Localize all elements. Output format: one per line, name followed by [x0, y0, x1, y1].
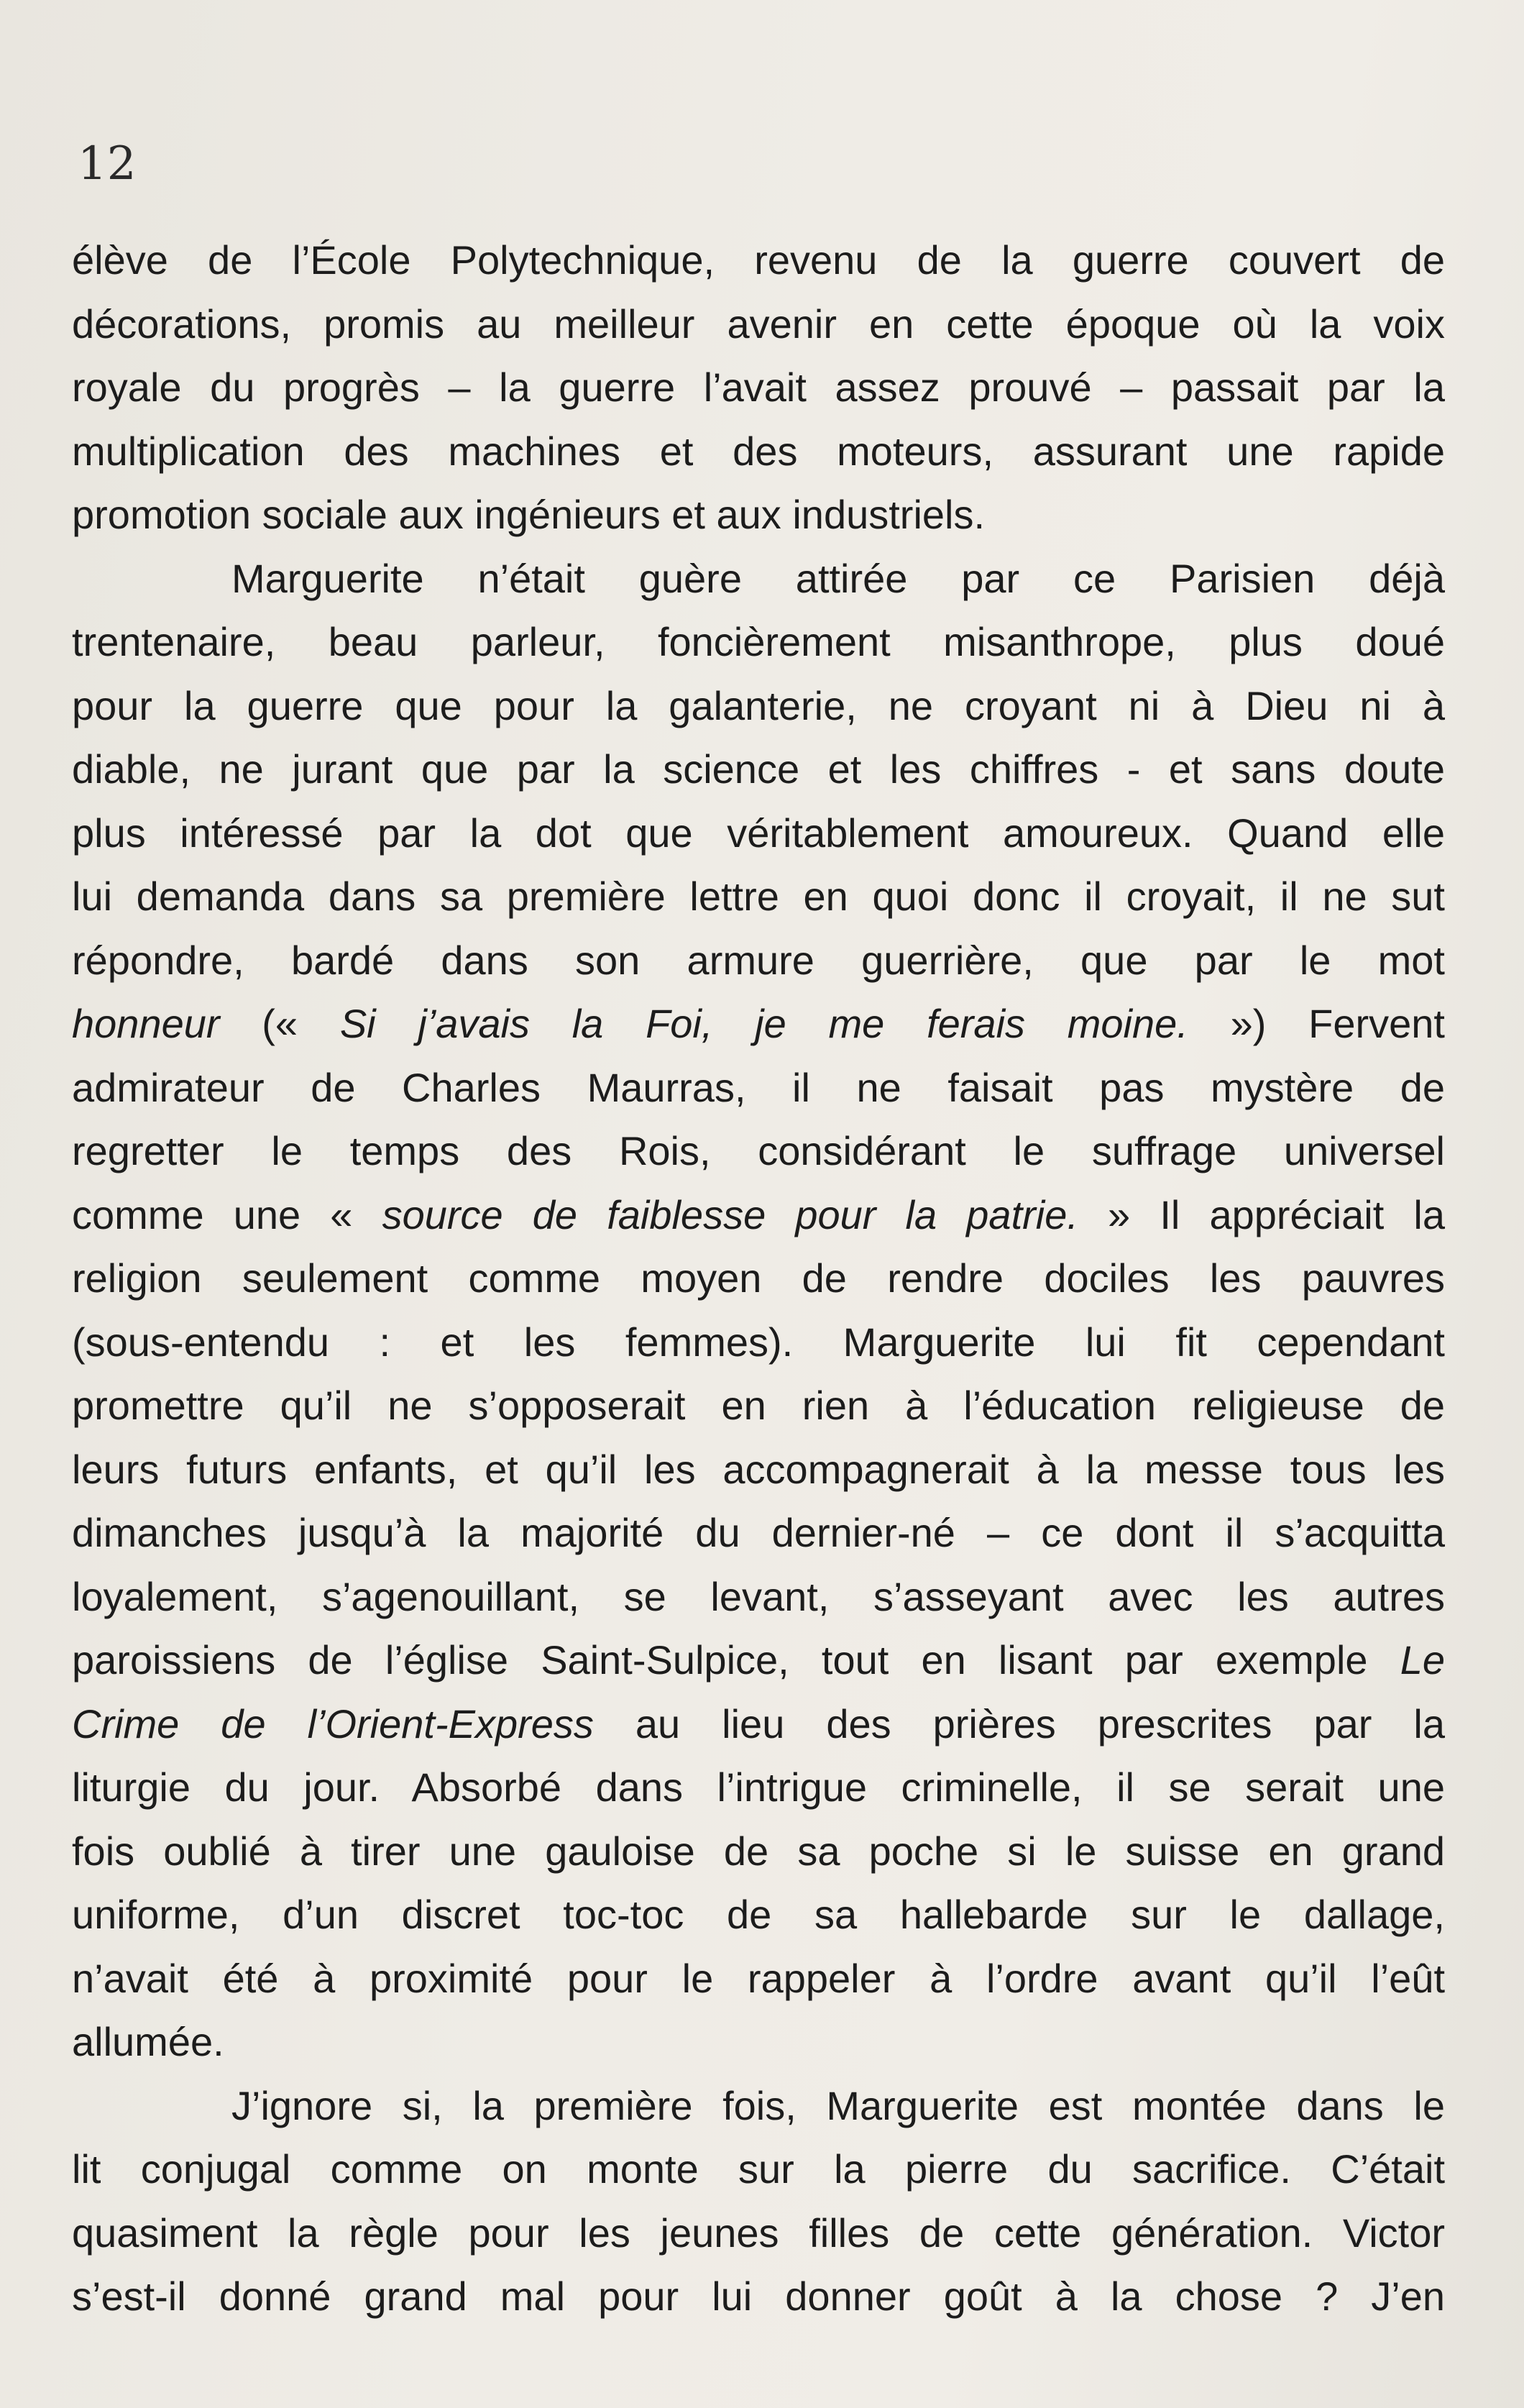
text-line: royale du progrès – la guerre l’avait assez prouvé – passait par la — [72, 365, 1445, 410]
text-line: diable, ne jurant que par la science et les chiffres - et sans doute — [72, 746, 1445, 792]
text-line: Marguerite n’était guère attirée par ce Parisien déjà — [231, 555, 1445, 601]
text-line: n’avait été à proximité pour le rappeler à l’ordre avant qu’il l’eût — [72, 1955, 1445, 2001]
text-line: dimanches jusqu’à la majorité du dernier-né – ce dont il s’acquitta — [72, 1510, 1445, 1555]
text-line: loyalement, s’agenouillant, se levant, s’asseyant avec les autres — [72, 1573, 1445, 1619]
text-run: ») Fervent — [1188, 1001, 1445, 1046]
text-line: quasiment la règle pour les jeunes filles de cette génération. Victor — [72, 2210, 1445, 2256]
text-line: répondre, bardé dans son armure guerrière, que par le mot — [72, 937, 1445, 983]
text-line: plus intéressé par la dot que véritablement amoureux. Quand elle — [72, 810, 1445, 856]
paragraph — [72, 2074, 1445, 2329]
body-text — [72, 229, 1445, 2329]
text-line: religion seulement comme moyen de rendre dociles les pauvres — [72, 1255, 1445, 1301]
text-line: allumée. — [72, 2019, 224, 2064]
paragraph — [72, 547, 1445, 2074]
text-line: promettre qu’il ne s’opposerait en rien à l’éducation religieuse de — [72, 1383, 1445, 1428]
italic-text: honneur — [72, 1001, 220, 1046]
text-line: liturgie du jour. Absorbé dans l’intrigue criminelle, il se serait une — [72, 1764, 1445, 1810]
text-run: » Il appréciait la — [1078, 1191, 1445, 1237]
text-line: (sous-entendu : et les femmes). Marguerite lui fit cependant — [72, 1319, 1445, 1365]
text-line: admirateur de Charles Maurras, il ne faisait pas mystère de — [72, 1064, 1445, 1110]
text-line — [72, 992, 1445, 1056]
paragraph — [72, 229, 1445, 547]
text-run: paroissiens de l’église Saint-Sulpice, tout en lisant par exemple — [72, 1637, 1400, 1683]
text-run: comme une « — [72, 1191, 382, 1237]
text-line: J’ignore si, la première fois, Marguerite est montée dans le — [231, 2082, 1445, 2128]
text-run: au lieu des prières prescrites par la — [593, 1700, 1445, 1747]
text-line: fois oublié à tirer une gauloise de sa poche si le suisse en grand — [72, 1828, 1445, 1874]
page-number: 12 — [78, 137, 137, 191]
italic-text: source de faiblesse pour la patrie. — [382, 1191, 1078, 1237]
text-line: promotion sociale aux ingénieurs et aux industriels. — [72, 492, 986, 537]
text-line: lit conjugal comme on monte sur la pierre du sacrifice. C’était — [72, 2146, 1445, 2192]
italic-text: Si j’avais la Foi, je me ferais moine. — [339, 1001, 1188, 1046]
text-line: trentenaire, beau parleur, foncièrement misanthrope, plus doué — [72, 619, 1445, 664]
italic-text: Le — [1400, 1637, 1445, 1683]
text-line: élève de l’École Polytechnique, revenu de la guerre couvert de — [72, 237, 1445, 283]
text-line — [72, 1629, 1445, 1693]
text-line — [72, 1184, 1445, 1248]
text-line: uniforme, d’un discret toc-toc de sa hallebarde sur le dallage, — [72, 1892, 1445, 1937]
text-line: pour la guerre que pour la galanterie, ne croyant ni à Dieu ni à — [72, 682, 1445, 728]
text-line: multiplication des machines et des moteurs, assurant une rapide — [72, 428, 1445, 474]
text-run: (« — [219, 1001, 340, 1046]
text-line: décorations, promis au meilleur avenir en cette époque où la voix — [72, 301, 1445, 347]
text-line: leurs futurs enfants, et qu’il les accompagnerait à la messe tous les — [72, 1446, 1445, 1492]
text-line: lui demanda dans sa première lettre en quoi donc il croyait, il ne sut — [72, 874, 1445, 919]
text-line: regretter le temps des Rois, considérant le suffrage universel — [72, 1128, 1445, 1173]
text-line — [72, 1693, 1445, 1757]
text-line: s’est-il donné grand mal pour lui donner goût à la chose ? J’en — [72, 2274, 1445, 2319]
italic-text: Crime de l’Orient-Express — [72, 1700, 594, 1747]
